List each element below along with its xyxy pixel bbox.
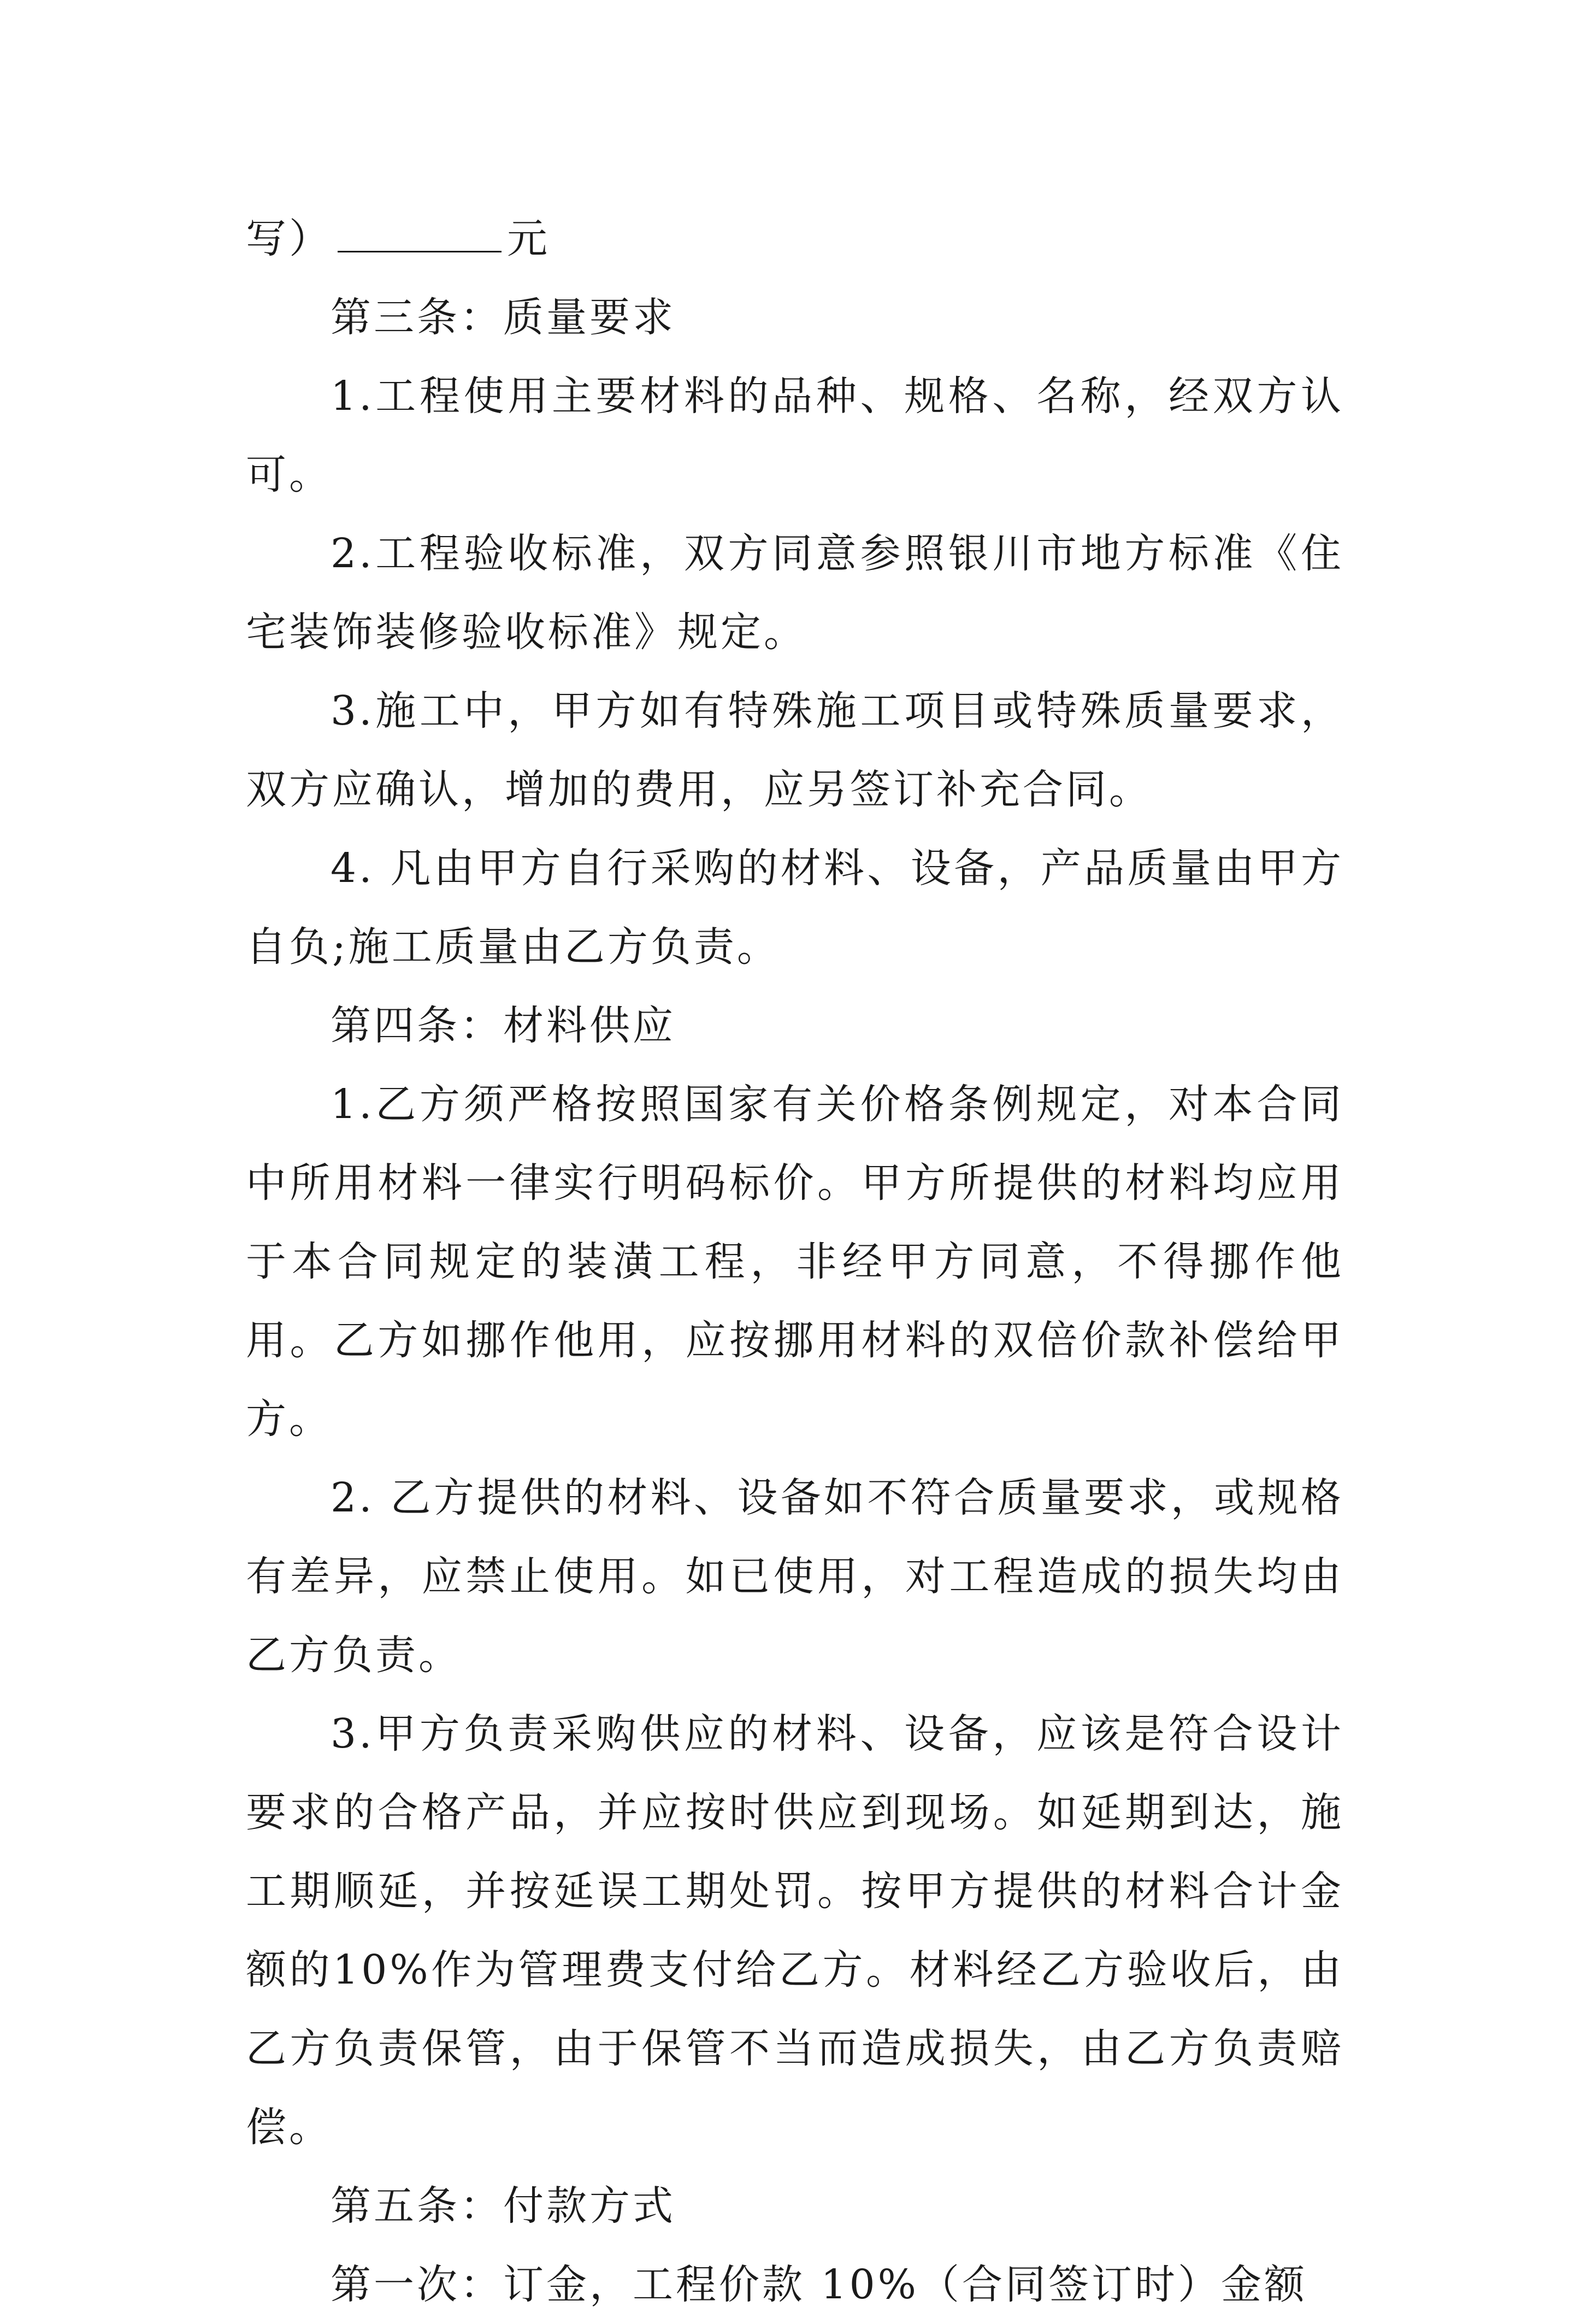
article5-title: 第五条：付款方式 (331, 2182, 676, 2229)
article4-item-1: 1.乙方须严格按照国家有关价格条例规定，对本合同中所用材料一律实行明码标价。甲方所提供的材料均应用于本合同规定的装潢工程，非经甲方同意，不得挪作他用。乙方如挪作他用，应按挪用材料的双倍价款补偿给甲方。 (246, 1081, 1344, 1443)
article3-title: 第三条：质量要求 (331, 294, 676, 341)
contract-body (246, 199, 1344, 2324)
amount-line-suffix: 元 (507, 215, 550, 262)
article3-item-1: 1.工程使用主要材料的品种、规格、名称，经双方认可。 (246, 373, 1344, 498)
article3-item-3: 3.施工中，甲方如有特殊施工项目或特殊质量要求，双方应确认，增加的费用，应另签订补充合同。 (246, 687, 1344, 813)
amount-blank-field (338, 213, 502, 252)
article4-item-3: 3.甲方负责采购供应的材料、设备，应该是符合设计要求的合格产品，并应按时供应到现场。如延期到达，施工期顺延，并按延误工期处罚。按甲方提供的材料合计金额的10%作为管理费支付给乙方。材料经乙方验收后，由乙方负责保管，由于保管不当而造成损失，由乙方负责赔偿。 (246, 1710, 1344, 2151)
article5-item-1: 第一次：订金，工程价款 10%（合同签订时）金额 (331, 2261, 1307, 2308)
article4-title: 第四条：材料供应 (331, 1002, 676, 1049)
article3-item-4: 4. 凡由甲方自行采购的材料、设备，产品质量由甲方自负;施工质量由乙方负责。 (246, 845, 1344, 970)
article4-item-2: 2. 乙方提供的材料、设备如不符合质量要求，或规格有差异，应禁止使用。如已使用，对工程造成的损失均由乙方负责。 (246, 1474, 1344, 1679)
amount-line (246, 199, 1344, 278)
article3-item-2: 2.工程验收标准，双方同意参照银川市地方标准《住宅装饰装修验收标准》规定。 (246, 530, 1344, 656)
amount-line-prefix: 写） (246, 215, 332, 262)
